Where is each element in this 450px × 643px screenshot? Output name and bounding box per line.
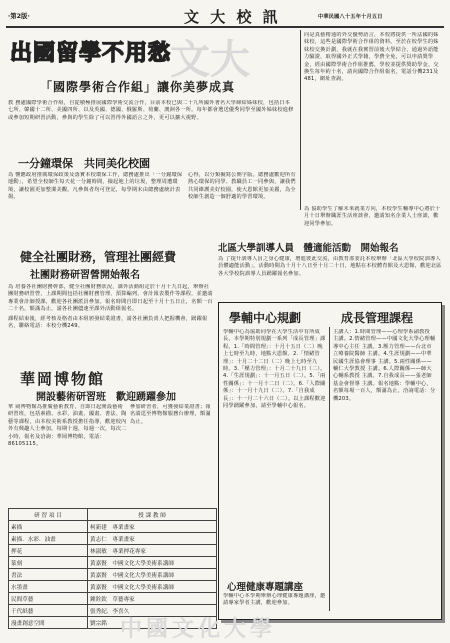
course-item: 素描 (9, 521, 88, 533)
intl-title: 出國留學不用愁 (10, 40, 172, 66)
museum-right-body: 參加研習者，可獲發結業證書；報名請逕至博物館服務台辦理，額滿為止。 (130, 404, 211, 425)
intl-right-body: 向是真藝精通的外交優勢語言，本校將提供一所法國的姊妹校，這些是國際學術合作組的資料。至於在校學生的姊妹校交換計劃，我就在我實習前後大學結合，通過外語能力驗證，取得國外正式學籍，學費全免，可以申請獎學金，經由國際學術合作組推薦，學校並提供獎助學金。交換生每年約十名，請向國際合作組報名，電話分機231及481，網址查詢。 (304, 32, 439, 83)
center-divider (329, 327, 330, 611)
footer-watermark: 中國文化大學 (120, 616, 277, 642)
center-box (218, 302, 442, 620)
museum-body-wrap (8, 404, 128, 500)
course-item: 書法 (9, 569, 88, 581)
course-item: 押花 (9, 545, 88, 557)
course-teacher: 黃志仁 專業畫家 (88, 533, 217, 545)
table-row (9, 545, 217, 557)
env-title: 一分鐘環保 共同美化校園 (18, 157, 150, 170)
course-table (8, 508, 217, 629)
north-body: 為 了提升訓導人員之身心健康，增進彼此交流，由教育部委託本校舉辦「北區大學校院訓導人員體適能活動」，活動時間為十月十八日至十月二十日，地點在本校體育館及大恩館，歡迎北區各大學校院訓導人員踴躍報名參加。 (218, 256, 442, 277)
table-row (9, 557, 217, 569)
issue-date: 中華民國八十五年十月五日 (318, 14, 383, 20)
course-teacher: 林淑敏 專業押花專家 (88, 545, 217, 557)
museum-right-wrap (130, 404, 214, 500)
column-divider (300, 30, 301, 210)
north-body-wrap (218, 256, 444, 300)
course-item: 千代紙藝 (9, 605, 88, 617)
club-body-wrap (8, 284, 214, 374)
club-extra: 課程結束後，經考核及格者由本組頒發結業證書，請各社團負責人把握機會，踴躍報名，聯絡電話：本校分機249。 (8, 315, 208, 330)
museum-subtitle: 開設藝術研習班 歡迎踴躍參加 (36, 392, 176, 403)
course-teacher: 柯新建 專業畫家 (88, 521, 217, 533)
course-header-teacher: 授 課 教 師 (88, 509, 217, 521)
center-left-wrap (223, 329, 327, 579)
table-row (9, 593, 217, 605)
club-body: 為 培養各社團財務幹部，健全社團財務狀況，課外活動組定於十月十九日起，舉辦社團財務研習營，上課期間包括社團財務管理、預算編列、會計報表製作等課程，並邀請專業會計師授課，歡迎各社團派員參加。報名時間自即日起至十月十五日止，名額一百二十名，額滿為止，請各社團儘速至課外活動組報名。 (8, 284, 213, 313)
course-header-item: 研 習 項 目 (9, 509, 88, 521)
club-subtitle: 社團財務研習營開始報名 (30, 270, 140, 281)
museum-body: 華 岡博物館為推廣藝術教育，自即日起開設藝術研習班，包括素描、水彩、油畫、國畫、書法、陶藝等課程，由本校美術系教授擔任指導，歡迎校內外有興趣人士參加。每期十週，每週一次，每次二小時，報名及洽詢：華岡博物館，電話：86105115。 (8, 404, 127, 448)
course-teacher: 劉宗銘 (88, 617, 217, 629)
env-right-body: 心得，以分類擬寫公開字版。總務處歡迎所有熱心環保的同學、教職員工一同參與，讓我們共同維護美好校園，使大恩館更加美麗，為全校師生創造一個舒適的學習環境。 (188, 172, 296, 201)
center-right-body: 主講人：1.時間管理——心理學系副教授 主講。2.情緒管理——中國文化大學心理輔導中心主任 主講。3.壓力管理——台北市立療養院醫師 主講。4.生涯規劃——中華民國生涯協會理事 主講。5.兩性關係——輔仁大學教授 主講。6.人際關係——師大心輔系教授 主講。7.自我成長——張老師基金會督導 主講。報名地點：學輔中心，名額每場一百人，額滿為止，洽詢電話：分機203。 (333, 329, 436, 402)
north-notice-wrap (304, 206, 444, 238)
table-row (9, 569, 217, 581)
intl-right-wrap (304, 32, 444, 210)
course-teacher: 黃嘉賢 中國文化大學美術系講師 (88, 581, 217, 593)
env-body: 為 響應政府推廣環保政策及落實本校環保工作，總務處推出「一分鐘環保運動」，希望全校師生每天花一分鐘時間，撿起地上的垃圾，整理周遭環境，讓校園更加整潔美觀。凡參與者均可登記，每學期末由總務處統計表揚。 (8, 172, 183, 201)
masthead-watermark: 文大 (170, 36, 250, 83)
issue-number: ‧第2版‧ (8, 12, 30, 20)
museum-title: 華岡博物館 (20, 370, 106, 388)
course-item: 民間草藝 (9, 593, 88, 605)
table-row (9, 521, 217, 533)
course-item: 水墨畫 (9, 581, 88, 593)
intl-body: 教 務處國際學術合作組，自從積極推展國際學術交流合作，目前本校已與二十九所國外著名大學締結姊妹校，包括日本七所、韓國十二所、美國四所、以及英國、德國、俄羅斯、荷蘭、澳洲各一所。每年都會選送優秀同學至國外姊妹校進修或參加短期研習活動，參與的學生除了可以習得外國語言之外，更可以擴大視野。 (8, 100, 294, 121)
course-item: 篆刻 (9, 557, 88, 569)
env-right-wrap (188, 172, 298, 244)
vocation-body: 為 協助學生了解未來就業方向，本校學生輔導中心將於十月十日舉辦職涯生活座談會，邀請知名企業人士座談，歡迎同學參加。 (304, 206, 441, 227)
table-row (9, 581, 217, 593)
center-right-wrap (333, 329, 437, 613)
masthead-title: 文 大 校 訊 (184, 8, 281, 26)
table-row (9, 533, 217, 545)
course-table-wrap (8, 508, 217, 629)
center-left-body: 學輔中心為協助同學在大學生活中有所成長，本學期特別規劃一系列「成長管理」課程。1.「時間管理」：十月十五日（二）晚上七時至九時，地點大恩館。2.「情緒管理」：十月二十二日（二）晚上七時至九時。3.「壓力管理」：十月二十九日（二）。4.「生涯規劃」：十一月五日（二）。5.「兩性關係」：十一月十二日（二）。6.「人際關係」：十一月十九日（二）。7.「自我成長」：十一月二十六日（二）。以上課程歡迎同學踴躍參加，請至學輔中心報名。 (223, 329, 326, 410)
course-teacher: 鍾銓欽 草藝專家 (88, 593, 217, 605)
north-title: 北區大學訓導人員 體適能活動 開始報名 (218, 243, 399, 254)
course-teacher: 張秀紀．李喜久 (88, 605, 217, 617)
health-title: 心理健康專題講座 (227, 582, 304, 593)
health-body: 學輔中心本學期舉辦心理健康專題講座，邀請專家學者主講，歡迎參加。 (223, 593, 326, 607)
intl-title-block (10, 32, 280, 72)
env-body-wrap (8, 172, 184, 244)
course-item: 素描．水彩．油畫 (9, 533, 88, 545)
center-subtitle: 成長管理課程 (341, 311, 414, 325)
course-item: 漫畫創意空間 (9, 617, 88, 629)
club-title: 健全社團財務，管理社團經費 (20, 250, 177, 264)
course-teacher: 黃嘉賢 中國文化大學美術系講師 (88, 569, 217, 581)
course-header-row (9, 509, 217, 521)
course-teacher: 黃嘉賢 中國文化大學美術系講師 (88, 557, 217, 569)
intl-subtitle: 「國際學術合作組」讓你美夢成真 (40, 80, 236, 94)
center-title: 學輔中心規劃 (229, 311, 302, 325)
